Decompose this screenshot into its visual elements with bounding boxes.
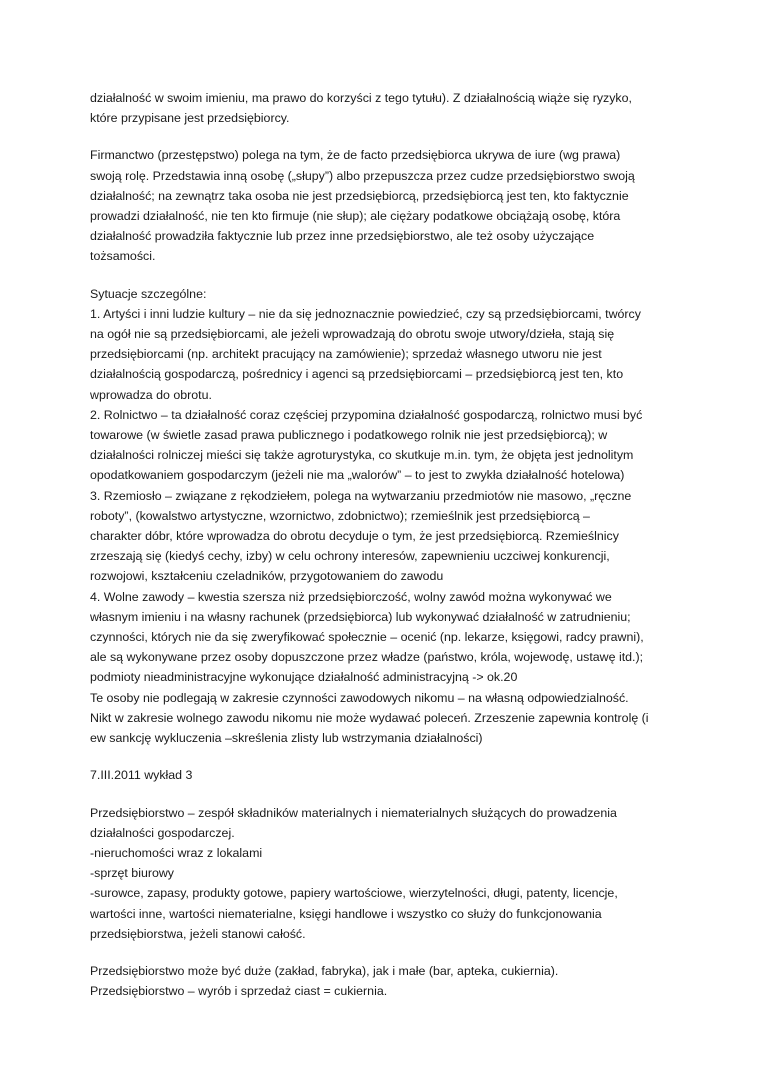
text-line: własnym imieniu i na własny rachunek (przedsiębiorca) lub wykonywać działalność w zatrudnieniu; <box>90 609 631 624</box>
text-line: Sytuacje szczególne: <box>90 286 207 301</box>
text-line: przedsiębiorcami (np. architekt pracujący na zamówienie); sprzedaż własnego utworu nie jest <box>90 347 602 362</box>
text-line: wprowadza do obrotu. <box>90 387 212 402</box>
text-line: działalność; na zewnątrz taka osoba nie jest przedsiębiorcą, przedsiębiorcą jest ten, kto faktycznie <box>90 188 629 203</box>
text-line: Firmanctwo (przestępstwo) polega na tym, że de facto przedsiębiorca ukrywa de iure (wg prawa) <box>90 148 621 163</box>
paragraph-spacer <box>90 786 680 803</box>
text-line: swoją rolę. Przedstawia inną osobę („słupy”) albo przepuszcza przez cudze przedsiębiorstwo swoją <box>90 168 635 183</box>
text-line: towarowe (w świetle zasad prawa publicznego i podatkowego rolnik nie jest przedsiębiorcą); w <box>90 428 608 443</box>
text-line: 1. Artyści i inni ludzie kultury – nie da się jednoznacznie powiedzieć, czy są przedsiębiorcami, twórcy <box>90 306 641 321</box>
text-line: rozwojowi, kształceniu czeladników, przygotowaniem do zawodu <box>90 569 444 584</box>
paragraph <box>90 765 680 785</box>
paragraph <box>90 284 680 749</box>
text-line: 2. Rolnictwo – ta działalność coraz częściej przypomina działalność gospodarczą, rolnictwo musi być <box>90 407 643 422</box>
text-line: charakter dóbr, które wprowadza do obrotu decyduje o tym, że jest przedsiębiorcą. Rzemieślnicy <box>90 529 619 544</box>
text-line: ale są wykonywane przez osoby dopuszczone przez władze (państwo, króla, wojewodę, ustawę itd.); <box>90 650 644 665</box>
paragraph <box>90 961 680 1001</box>
paragraph <box>90 88 680 128</box>
text-line: prowadzi działalność, nie ten kto firmuje (nie słup); ale ciężary podatkowe obciążają osobę, która <box>90 209 621 224</box>
text-line: które przypisane jest przedsiębiorcy. <box>90 111 290 126</box>
text-line: działalnością gospodarczą, pośrednicy i agenci są przedsiębiorcami – przedsiębiorcą jest ten, kto <box>90 367 624 382</box>
text-line: Przedsiębiorstwo może być duże (zakład, fabryka), jak i małe (bar, apteka, cukiernia). <box>90 963 559 978</box>
text-line: działalności gospodarczej. <box>90 825 235 840</box>
text-line: 3. Rzemiosło – związane z rękodziełem, polega na wytwarzaniu przedmiotów nie masowo, „ręczne <box>90 488 632 503</box>
text-line: czynności, których nie da się zweryfikować społecznie – ocenić (np. lekarze, księgowi, radcy prawni), <box>90 630 644 645</box>
text-line: roboty”, (kowalstwo artystyczne, wzornictwo, zdobnictwo); rzemieślnik jest przedsiębiorcą – <box>90 508 590 523</box>
text-line: tożsamości. <box>90 249 156 264</box>
paragraph-spacer <box>90 267 680 284</box>
paragraph <box>90 145 680 266</box>
text-line: -sprzęt biurowy <box>90 866 175 881</box>
text-line: podmioty nieadministracyjne wykonujące działalność administracyjną -> ok.20 <box>90 670 518 685</box>
paragraph <box>90 803 680 944</box>
paragraph-spacer <box>90 128 680 145</box>
text-line: Nikt w zakresie wolnego zawodu nikomu nie może wydawać poleceń. Zrzeszenie zapewnia kontrolę (i <box>90 710 649 725</box>
text-line: 7.III.2011 wykład 3 <box>90 768 193 783</box>
document-body <box>90 88 680 1001</box>
text-line: -nieruchomości wraz z lokalami <box>90 845 263 860</box>
text-line: wartości inne, wartości niematerialne, księgi handlowe i wszystko co służy do funkcjonowania <box>90 906 602 921</box>
text-line: działalność w swoim imieniu, ma prawo do korzyści z tego tytułu). Z działalnością wiąże się ryzyko, <box>90 91 632 105</box>
text-line: na ogół nie są przedsiębiorcami, ale jeżeli wprowadzają do obrotu swoje utwory/dzieła, stają się <box>90 327 615 342</box>
paragraph-spacer <box>90 748 680 765</box>
text-line: działalności rolniczej mieści się także agroturystyka, co skutkuje m.in. tym, że objęta jest jednolitym <box>90 448 634 463</box>
text-line: opodatkowaniem gospodarczym (jeżeli nie ma „walorów” – to jest to zwykła działalność hotelowa) <box>90 468 625 483</box>
text-line: przedsiębiorstwa, jeżeli stanowi całość. <box>90 926 306 941</box>
text-line: Przedsiębiorstwo – wyrób i sprzedaż ciast = cukiernia. <box>90 984 388 999</box>
text-line: zrzeszają się (kiedyś cechy, izby) w celu ochrony interesów, zapewnieniu uczciwej konkurencji, <box>90 549 610 564</box>
text-line: działalność prowadziła faktycznie lub przez inne przedsiębiorstwo, ale też osoby użyczające <box>90 229 595 244</box>
text-line: ew sankcję wykluczenia –skreślenia zlisty lub wstrzymania działalności) <box>90 731 483 746</box>
text-line: Przedsiębiorstwo – zespół składników materialnych i niematerialnych służących do prowadzenia <box>90 805 617 820</box>
text-line: -surowce, zapasy, produkty gotowe, papiery wartościowe, wierzytelności, długi, patenty, licencje, <box>90 886 618 901</box>
text-line: 4. Wolne zawody – kwestia szersza niż przedsiębiorczość, wolny zawód można wykonywać we <box>90 589 612 604</box>
paragraph-spacer <box>90 944 680 961</box>
text-line: Te osoby nie podlegają w zakresie czynności zawodowych nikomu – na własną odpowiedzialność. <box>90 690 629 705</box>
